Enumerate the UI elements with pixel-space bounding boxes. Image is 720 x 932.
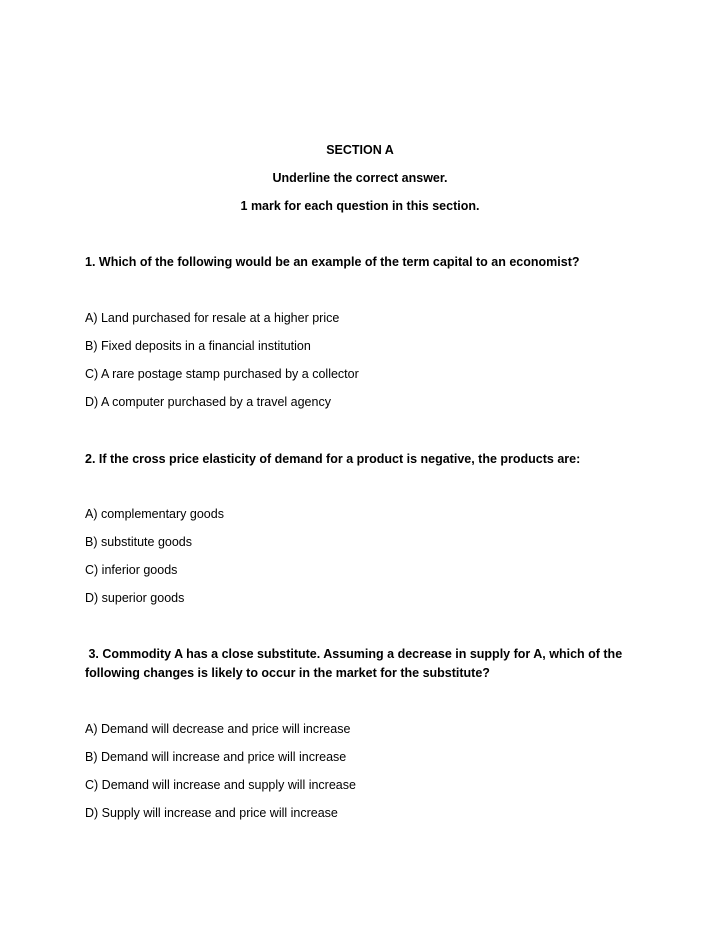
question-2-text: 2. If the cross price elasticity of demand for a product is negative, the products are: [85, 452, 581, 466]
section-title: SECTION A [326, 143, 394, 157]
instruction-text: Underline the correct answer. [272, 171, 448, 185]
question-2 [85, 450, 645, 469]
question-1-option-c: C) A rare postage stamp purchased by a collector [85, 367, 359, 381]
question-1-option-a: A) Land purchased for resale at a higher price [85, 311, 340, 325]
question-1-option-b: B) Fixed deposits in a financial institution [85, 339, 311, 353]
question-3-text-line-2: following changes is likely to occur in the market for the substitute? [85, 666, 490, 680]
question-2-option-b: B) substitute goods [85, 535, 193, 549]
marks-note: 1 mark for each question in this section. [240, 199, 480, 213]
question-3-text-line-1: 3. Commodity A has a close substitute. Assuming a decrease in supply for A, which of the [85, 647, 623, 661]
question-3-option-d: D) Supply will increase and price will increase [85, 806, 338, 820]
question-2-option-a: A) complementary goods [85, 507, 224, 521]
question-3-option-a: A) Demand will decrease and price will increase [85, 722, 351, 736]
question-1-text: 1. Which of the following would be an example of the term capital to an economist? [85, 255, 580, 269]
question-2-option-c: C) inferior goods [85, 563, 178, 577]
question-3 [85, 645, 645, 683]
question-3-option-c: C) Demand will increase and supply will increase [85, 778, 356, 792]
question-2-option-d: D) superior goods [85, 591, 185, 605]
question-1 [85, 253, 645, 272]
question-3-option-b: B) Demand will increase and price will increase [85, 750, 347, 764]
question-1-option-d: D) A computer purchased by a travel agency [85, 395, 331, 409]
